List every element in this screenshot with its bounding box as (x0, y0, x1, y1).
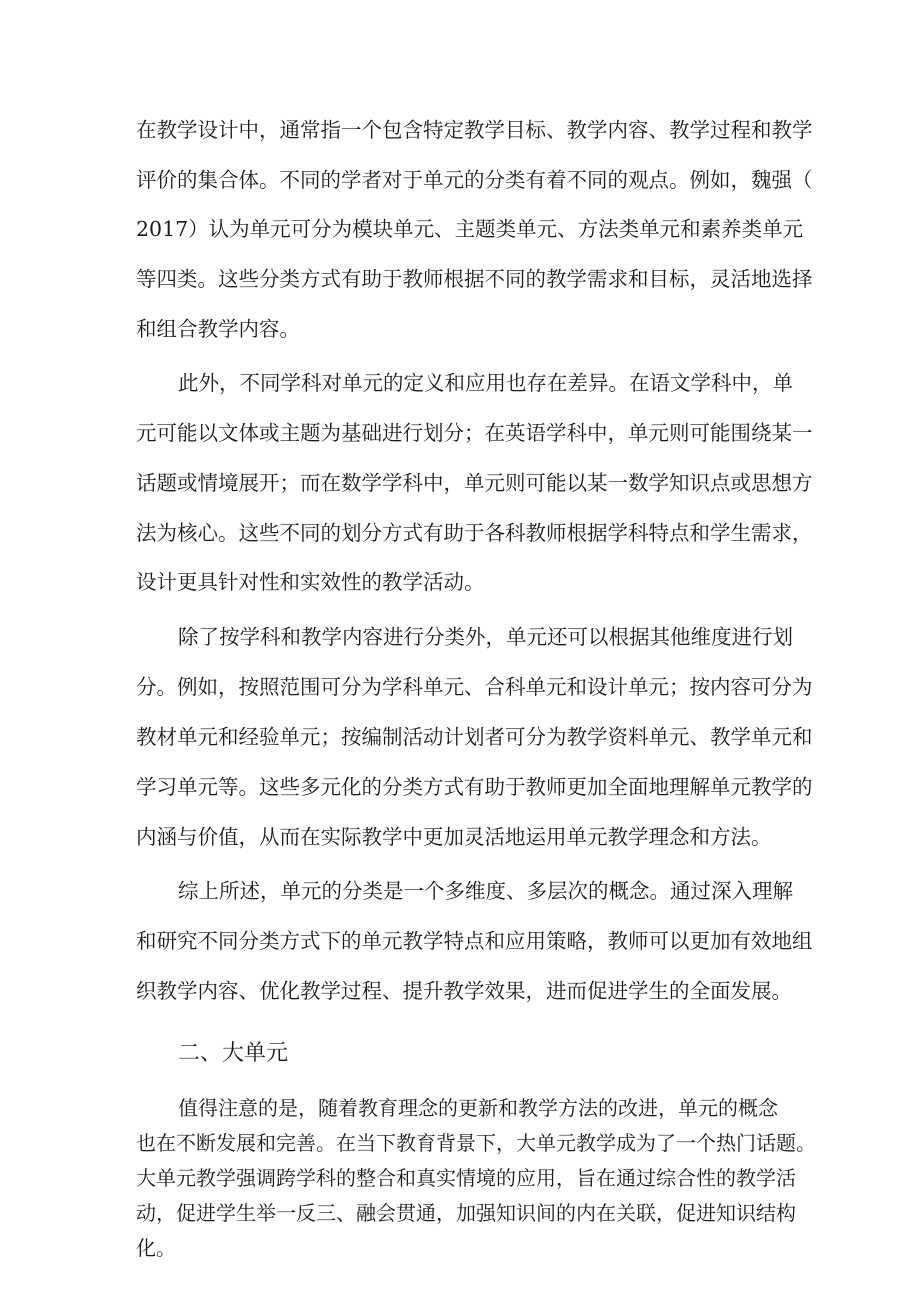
text-line: 动，促进学生举一反三、融会贯通，加强知识间的内在关联，促进知识结构 (136, 1201, 796, 1225)
text-line: 学习单元等。这些多元化的分类方式有助于教师更加全面地理解单元教学的 (136, 775, 813, 799)
section-heading: 二、大单元 (178, 1041, 289, 1066)
text-line: 设计更具针对性和实效性的教学活动。 (136, 570, 485, 594)
text-line: 也在不断发展和完善。在当下教育背景下，大单元教学成为了一个热门话题。 (136, 1131, 816, 1155)
text-line: 话题或情境展开；而在数学学科中，单元则可能以某一数学知识点或思想方 (136, 471, 813, 495)
text-line: 在教学设计中，通常指一个包含特定教学目标、教学内容、教学过程和教学 (136, 118, 813, 142)
text-line: 法为核心。这些不同的划分方式有助于各科教师根据学科特点和学生需求， (136, 521, 813, 545)
text-line: 教材单元和经验单元；按编制活动计划者可分为教学资料单元、教学单元和 (136, 725, 813, 749)
text-line: 织教学内容、优化教学过程、提升教学效果，进而促进学生的全面发展。 (136, 979, 792, 1003)
text-line: 此外，不同学科对单元的定义和应用也存在差异。在语文学科中，单 (178, 371, 793, 395)
text-line: 评价的集合体。不同的学者对于单元的分类有着不同的观点。例如，魏强（ (136, 168, 813, 192)
text-line: 和研究不同分类方式下的单元教学特点和应用策略，教师可以更加有效地组 (136, 929, 813, 953)
text-line: 2017）认为单元可分为模块单元、主题类单元、方法类单元和素养类单元 (136, 217, 804, 241)
text-line: 大单元教学强调跨学科的整合和真实情境的应用，旨在通过综合性的教学活 (136, 1166, 796, 1190)
text-line: 分。例如，按照范围可分为学科单元、合科单元和设计单元；按内容可分为 (136, 675, 813, 699)
text-line: 和组合教学内容。 (136, 317, 300, 341)
text-line: 化。 (136, 1236, 176, 1260)
text-line: 内涵与价值，从而在实际教学中更加灵活地运用单元教学理念和方法。 (136, 825, 772, 849)
text-line: 元可能以文体或主题为基础进行划分；在英语学科中，单元则可能围绕某一 (136, 421, 813, 445)
text-line: 除了按学科和教学内容进行分类外，单元还可以根据其他维度进行划 (178, 625, 793, 649)
text-line: 综上所述，单元的分类是一个多维度、多层次的概念。通过深入理解 (178, 879, 793, 903)
text-line: 等四类。这些分类方式有助于教师根据不同的教学需求和目标，灵活地选择 (136, 267, 813, 291)
text-line: 值得注意的是，随着教育理念的更新和教学方法的改进，单元的概念 (178, 1096, 778, 1120)
